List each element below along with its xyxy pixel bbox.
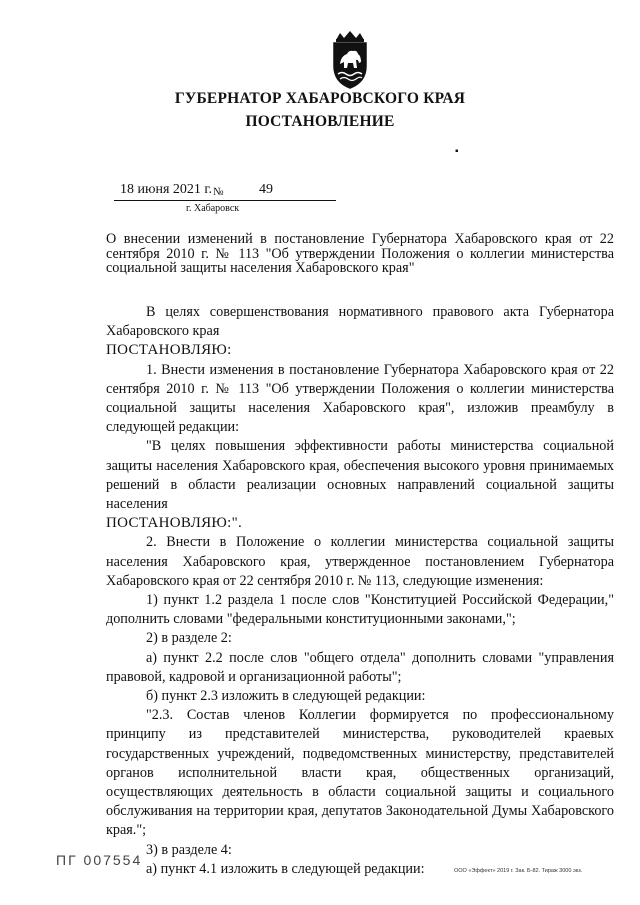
clause-1-paragraph: 1. Внести изменения в постановление Губернатора Хабаровского края от 22 сентября 2010 г. № 113 "Об утверждении Положения о коллегии министерства социальной защиты населения Хабаровского края", изложив преамбулу в следующей редакции: <box>106 361 614 436</box>
authority-heading: ГУБЕРНАТОР ХАБАРОВСКОГО КРАЯ <box>174 90 466 107</box>
subclause-1-paragraph: 1) пункт 1.2 раздела 1 после слов "Конституцией Российской Федерации," дополнить словами "федеральными конституционными законами,"; <box>106 592 614 628</box>
item-2-3-paragraph: "2.3. Состав членов Коллегии формируется по профессиональному принципу из представителей министерства, руководителей краевых государственных учреждений, подведомственных министерству, представителей органов исполнительной власти края, общественных организаций, осуществляющих деятельность в области социальной защиты и социального обслуживания на территории края, депутатов Законодательной Думы Хабаровского края."; <box>106 707 614 839</box>
khabarovsk-coat-of-arms-icon <box>326 30 374 90</box>
item-4-1-paragraph: а) пункт 4.1 изложить в следующей редакции: <box>146 860 425 877</box>
decree-keyword-quoted: ПОСТАНОВЛЯЮ:". <box>106 515 243 532</box>
date-underline <box>114 200 336 201</box>
item-b-paragraph: б) пункт 2.3 изложить в следующей редакции: <box>146 688 426 705</box>
document-number: 49 <box>259 182 273 197</box>
number-label: № <box>213 186 224 198</box>
subclause-2-paragraph: 2) в разделе 2: <box>146 630 232 647</box>
document-body <box>106 303 614 879</box>
document-city: г. Хабаровск <box>186 203 240 214</box>
decree-keyword: ПОСТАНОВЛЯЮ: <box>106 342 232 359</box>
document-date: 18 июня 2021 г. <box>120 182 213 197</box>
form-serial-number: ПГ 007554 <box>56 852 143 868</box>
clause-2-paragraph: 2. Внести в Положение о коллегии министерства социальной защиты населения Хабаровского края, утвержденное постановлением Губернатора Хабаровского края от 22 сентября 2010 г. № 113, следующие изменения: <box>106 534 614 589</box>
preamble-paragraph: В целях совершенствования нормативного правового акта Губернатора Хабаровского края <box>106 304 614 340</box>
new-preamble-paragraph: "В целях повышения эффективности работы министерства социальной защиты населения Хабаровского края, обеспечения высокого уровня принимаемых решений в области реализации основных направлений социальной защиты населения <box>106 438 614 513</box>
document-type-heading: ПОСТАНОВЛЕНИЕ <box>245 113 395 130</box>
item-a-paragraph: а) пункт 2.2 после слов "общего отдела" дополнить словами "управления правовой, кадровой и организационной работы"; <box>106 649 614 685</box>
document-title: О внесении изменений в постановление Губернатора Хабаровского края от 22 сентября 2010 г. № 113 "Об утверждении Положения о коллегии министерства социальной защиты населения Хабаровского края" <box>106 231 614 276</box>
subclause-3-paragraph: 3) в разделе 4: <box>146 841 232 858</box>
printer-imprint: ООО «Эффект» 2019 г. Зак. Б-82. Тираж 3000 экз. <box>454 868 583 874</box>
ink-mark: ▪ <box>455 146 459 157</box>
